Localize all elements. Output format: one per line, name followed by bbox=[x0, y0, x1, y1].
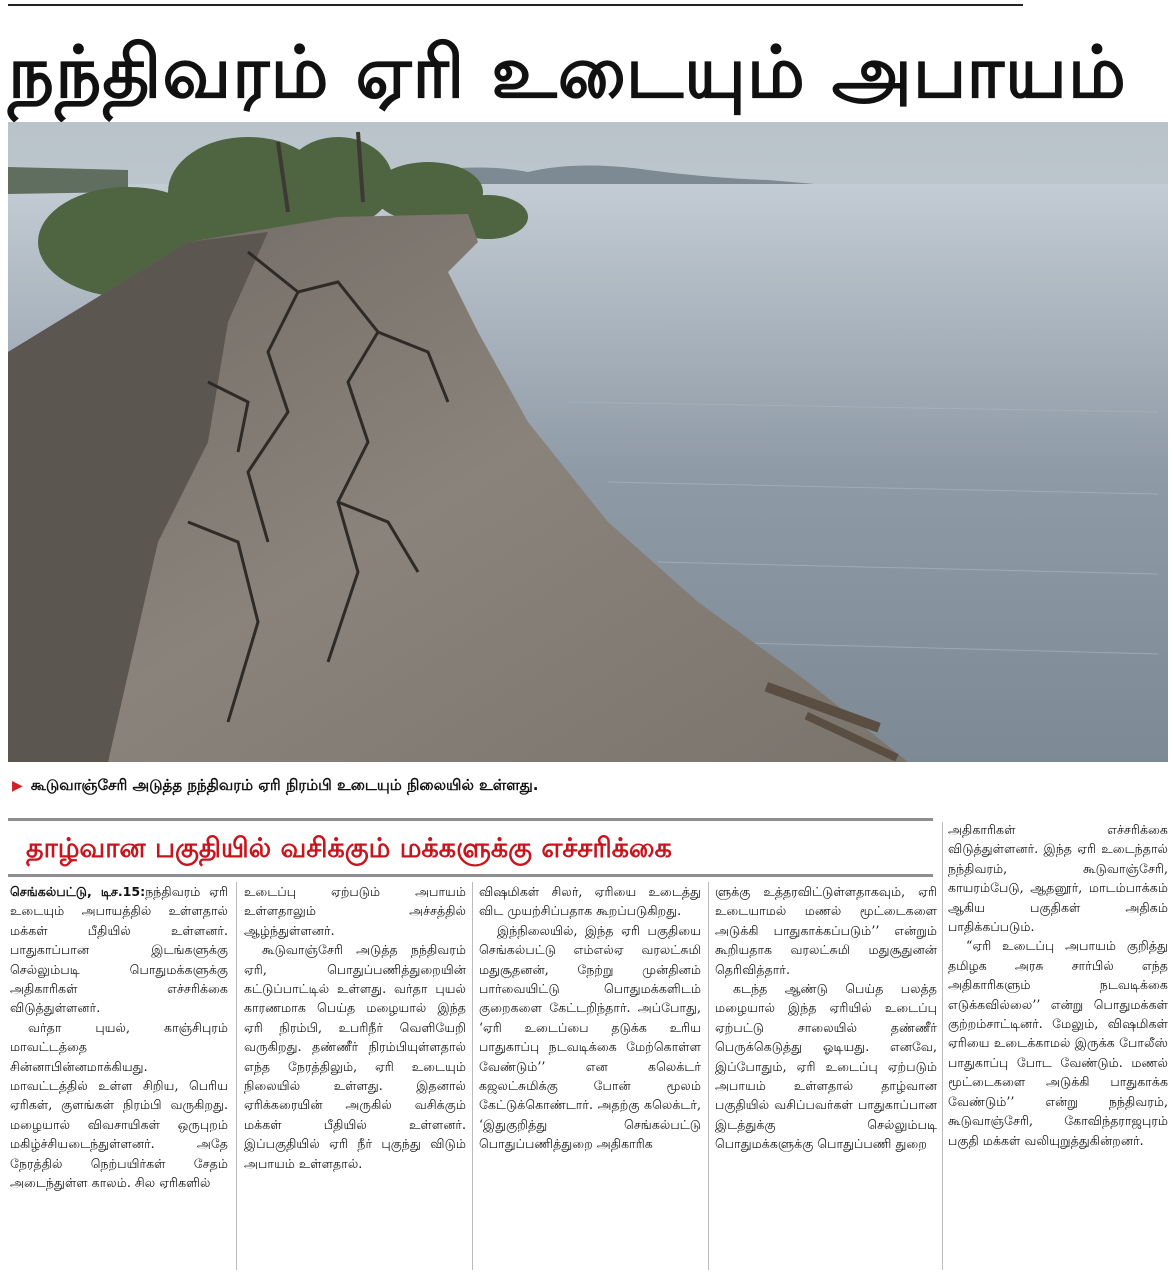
lake-bund-photo bbox=[8, 122, 1168, 762]
article-column-5 bbox=[948, 820, 1168, 1270]
article-column-4 bbox=[715, 882, 937, 1272]
subheadline-top-rule bbox=[8, 818, 933, 821]
article-paragraph: இந்நிலையில், இந்த ஏரி பகுதியை செங்கல்பட்டு எம்எல்ஏ வரலட்சுமி மதுசூதனன், நேற்று முன்தினம் பார்வையிட்டு பொதுமக்களிடம் குறைகளை கேட்டறிந்தார். அப்போது, ‘ஏரி உடைப்பை தடுக்க உரிய பாதுகாப்பு நடவடிக்கை மேற்கொள்ள வேண்டும்’’ என கலெக்டர் கஜலட்சுமிக்கு போன் மூலம் கேட்டுக்கொண்டார். அதற்கு கலெக்டர், ‘இதுகுறித்து செங்கல்பட்டு பொதுப்பணித்துறை அதிகாரிக bbox=[479, 922, 701, 1152]
column-divider bbox=[708, 882, 709, 1270]
article-column-1 bbox=[10, 882, 228, 1272]
headline: நந்திவரம் ஏரி உடையும் அபாயம் bbox=[8, 30, 1127, 114]
column-divider bbox=[942, 822, 943, 1270]
top-rule bbox=[8, 4, 1023, 6]
photo-caption bbox=[12, 772, 1012, 798]
article-paragraph: விஷமிகள் சிலர், ஏரியை உடைத்து விட முயற்சிப்பதாக கூறப்படுகிறது. bbox=[479, 884, 701, 919]
article-paragraph: அதிகாரிகள் எச்சரிக்கை விடுத்துள்ளனர். இந்த ஏரி உடைந்தால் நந்திவரம், கூடுவாஞ்சேரி, காயரம்பேடு, ஆதனூர், மாடம்பாக்கம் ஆகிய பகுதிகள் அதிகம் பாதிக்கப்படும். bbox=[948, 822, 1168, 935]
subheadline: தாழ்வான பகுதியில் வசிக்கும் மக்களுக்கு எச்சரிக்கை bbox=[26, 833, 672, 864]
column-divider bbox=[472, 882, 473, 1270]
article-column-2 bbox=[244, 882, 466, 1272]
dateline: செங்கல்பட்டு, டிச.15: bbox=[10, 884, 146, 899]
article-paragraph: உடைப்பு ஏற்படும் அபாயம் உள்ளதாலும் அச்சத்தில் ஆழ்ந்துள்ளனர். bbox=[244, 884, 466, 938]
article-paragraph: செங்கல்பட்டு, டிச.15:நந்திவரம் ஏரி உடையும் அபாயத்தில் உள்ளதால் மக்கள் பீதியில் உள்ளனர். பாதுகாப்பான இடங்களுக்கு செல்லும்படி பொதுமக்களுக்கு அதிகாரிகள் எச்சரிக்கை விடுத்துள்ளனர். bbox=[10, 884, 228, 1016]
article-paragraph: கூடுவாஞ்சேரி அடுத்த நந்திவரம் ஏரி, பொதுப்பணித்துறையின் கட்டுப்பாட்டில் உள்ளது. வர்தா புயல் காரணமாக பெய்த மழையால் இந்த ஏரி நிரம்பி, உபரிநீர் வெளியேறி வருகிறது. தண்ணீர் நிரம்பியுள்ளதால் எந்த நேரத்திலும், ஏரி உடையும் நிலையில் உள்ளது. இதனால் ஏரிக்கரையின் அருகில் வசிக்கும் மக்கள் பீதியில் உள்ளனர். இப்பகுதியில் ஏரி நீர் புகுந்து விடும் அபாயம் உள்ளதால். bbox=[244, 942, 466, 1171]
triangle-right-icon: ▶ bbox=[12, 778, 23, 794]
article-paragraph: கடந்த ஆண்டு பெய்த பலத்த மழையால் இந்த ஏரியில் உடைப்பு ஏற்பட்டு சாலையில் தண்ணீர் பெருக்கெடுத்து ஓடியது. எனவே, இப்போதும், ஏரி உடைப்பு ஏற்படும் அபாயம் உள்ளதால் தாழ்வான பகுதியில் வசிப்பவர்கள் பாதுகாப்பான இடத்துக்கு செல்லும்படி பொதுமக்களுக்கு பொதுப்பணி துறை bbox=[715, 981, 937, 1152]
article-column-3 bbox=[479, 882, 701, 1272]
subheadline-bottom-rule bbox=[8, 874, 933, 877]
column-divider bbox=[236, 882, 237, 1270]
article-paragraph: “ஏரி உடைப்பு அபாயம் குறித்து தமிழக அரசு சார்பில் எந்த அதிகாரிகளும் நடவடிக்கை எடுக்கவில்லை’’ என்று பொதுமக்கள் குற்றம்சாட்டினர். மேலும், விஷமிகள் ஏரியை உடைக்காமல் இருக்க போலீஸ் பாதுகாப்பு போட வேண்டும். மணல் மூட்டைகளை அடுக்கி பாதுகாக்க வேண்டும்’’ என்று நந்திவரம், கூடுவாஞ்சேரி, கோவிந்தராஜபுரம் பகுதி மக்கள் வலியுறுத்துகின்றனர். bbox=[948, 938, 1168, 1148]
article-paragraph: ளுக்கு உத்தரவிட்டுள்ளதாகவும், ஏரி உடையாமல் மணல் மூட்டைகளை அடுக்கி பாதுகாக்கப்படும்’’ என்றும் கூறியதாக வரலட்சுமி மதுசூதுனன் தெரிவித்தார். bbox=[715, 884, 937, 977]
caption-text: கூடுவாஞ்சேரி அடுத்த நந்திவரம் ஏரி நிரம்பி உடையும் நிலையில் உள்ளது. bbox=[30, 776, 539, 794]
article-paragraph: வர்தா புயல், காஞ்சிபுரம் மாவட்டத்தை சின்னாபின்னமாக்கியது. மாவட்டத்தில் உள்ள சிறிய, பெரிய ஏரிகள், குளங்கள் நிரம்பி வருகிறது. மழையால் விவசாயிகள் ஒருபுறம் மகிழ்ச்சியடைந்துள்ளனர். அதே நேரத்தில் நெற்பயிர்கள் சேதம் அடைந்துள்ள காலம். சில ஏரிகளில் bbox=[10, 1019, 228, 1191]
